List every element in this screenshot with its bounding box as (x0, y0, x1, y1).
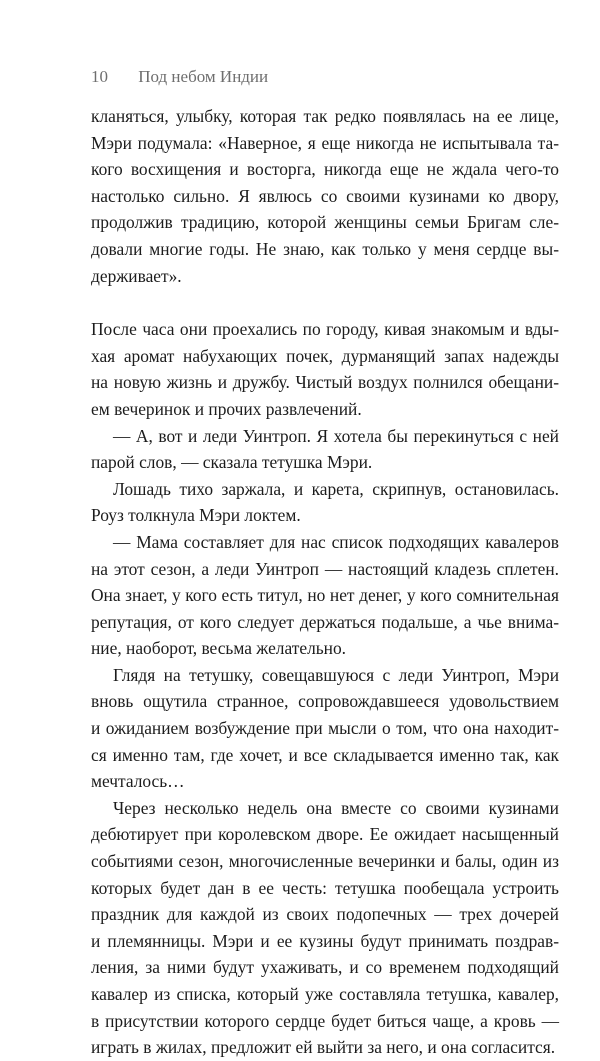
text-line: продолжив традицию, которой женщины семьи Бригам сле- (91, 212, 559, 233)
paragraph (91, 316, 559, 422)
text-line: и ожиданием возбуждение при мысли о том, что она находит- (91, 718, 559, 739)
text-line: событиями сезон, многочисленные вечеринки и балы, один из (91, 851, 559, 872)
paragraph (91, 476, 559, 529)
text-line: дебютирует при королевском дворе. Ее ожидает насыщенный (91, 824, 559, 845)
text-line: кого восхищения и восторга, никогда еще не ждала чего-то (91, 159, 559, 180)
text-line: — Мама составляет для нас список подходящих кавалеров (113, 531, 559, 552)
text-line: Глядя на тетушку, совещавшуюся с леди Уинтроп, Мэри (113, 664, 559, 685)
text-line: настолько сильно. Я явлюсь со своими кузинами ко двору, (91, 185, 559, 206)
text-line: которых будет дан в ее честь: тетушка пообещала устроить (91, 877, 559, 898)
text-line: Роуз толкнула Мэри локтем. (91, 505, 301, 526)
text-line: вновь ощутила странное, сопровождавшееся удовольствием (91, 691, 559, 712)
text-line: кланяться, улыбку, которая так редко появлялась на ее лице, (91, 106, 559, 126)
text-line: кавалер из списка, который уже составляла тетушка, кавалер, (91, 984, 559, 1004)
book-title: Под небом Индии (138, 67, 269, 86)
paragraph (91, 795, 559, 1061)
text-line: праздник для каждой из своих подопечных — трех дочерей (91, 904, 559, 925)
text-line: мечталось… (91, 771, 185, 792)
text-line: и племянницы. Мэри и ее кузины будут принимать поздрав- (91, 930, 559, 951)
text-line: Лошадь тихо заржала, и карета, скрипнув, остановилась. (113, 478, 559, 499)
text-line: репутация, от кого следует держаться подальше, а чье внима- (91, 611, 559, 632)
text-line: Она знает, у кого есть титул, но нет денег, у кого сомнительная (91, 585, 559, 606)
running-head (91, 67, 268, 87)
text-line: ся именно там, где хочет, и все складывается именно так, как (91, 744, 559, 765)
text-line: После часа они проехались по городу, кивая знакомым и вды- (91, 319, 559, 340)
text-line: ем вечеринок и прочих развлечений. (91, 398, 362, 419)
text-line: держивает». (91, 265, 182, 286)
text-line: играть в жилах, предложит ей выйти за него, и она согласится. (91, 1037, 556, 1058)
text-line: Через несколько недель она вместе со своими кузинами (113, 797, 559, 818)
text-line: парой слов, — сказала тетушка Мэри. (91, 452, 373, 473)
paragraph (91, 529, 559, 662)
text-line: ние, наоборот, весьма желательно. (91, 638, 347, 659)
paragraph (91, 103, 559, 289)
section-break (91, 289, 559, 316)
text-line: хая аромат набухающих почек, дурманящий запах надежды (91, 345, 559, 366)
text-line: на новую жизнь и дружбу. Чистый воздух полнился обещани- (91, 372, 559, 393)
text-line: — А, вот и леди Уинтроп. Я хотела бы перекинуться с ней (113, 425, 559, 446)
paragraph (91, 662, 559, 795)
text-line: в присутствии которого сердце будет биться чаще, а кровь — (91, 1010, 559, 1031)
text-line: довали многие годы. Не знаю, как только у меня сердце вы- (91, 238, 559, 259)
text-line: на этот сезон, а леди Уинтроп — настоящий кладезь сплетен. (91, 558, 559, 579)
body-text (91, 103, 559, 1061)
page-number: 10 (91, 67, 108, 86)
text-line: Мэри подумала: «Наверное, я еще никогда не испытывала та- (91, 132, 559, 153)
paragraph (91, 423, 559, 476)
text-line: ления, за ними будут ухаживать, и со временем подходящий (91, 957, 559, 978)
